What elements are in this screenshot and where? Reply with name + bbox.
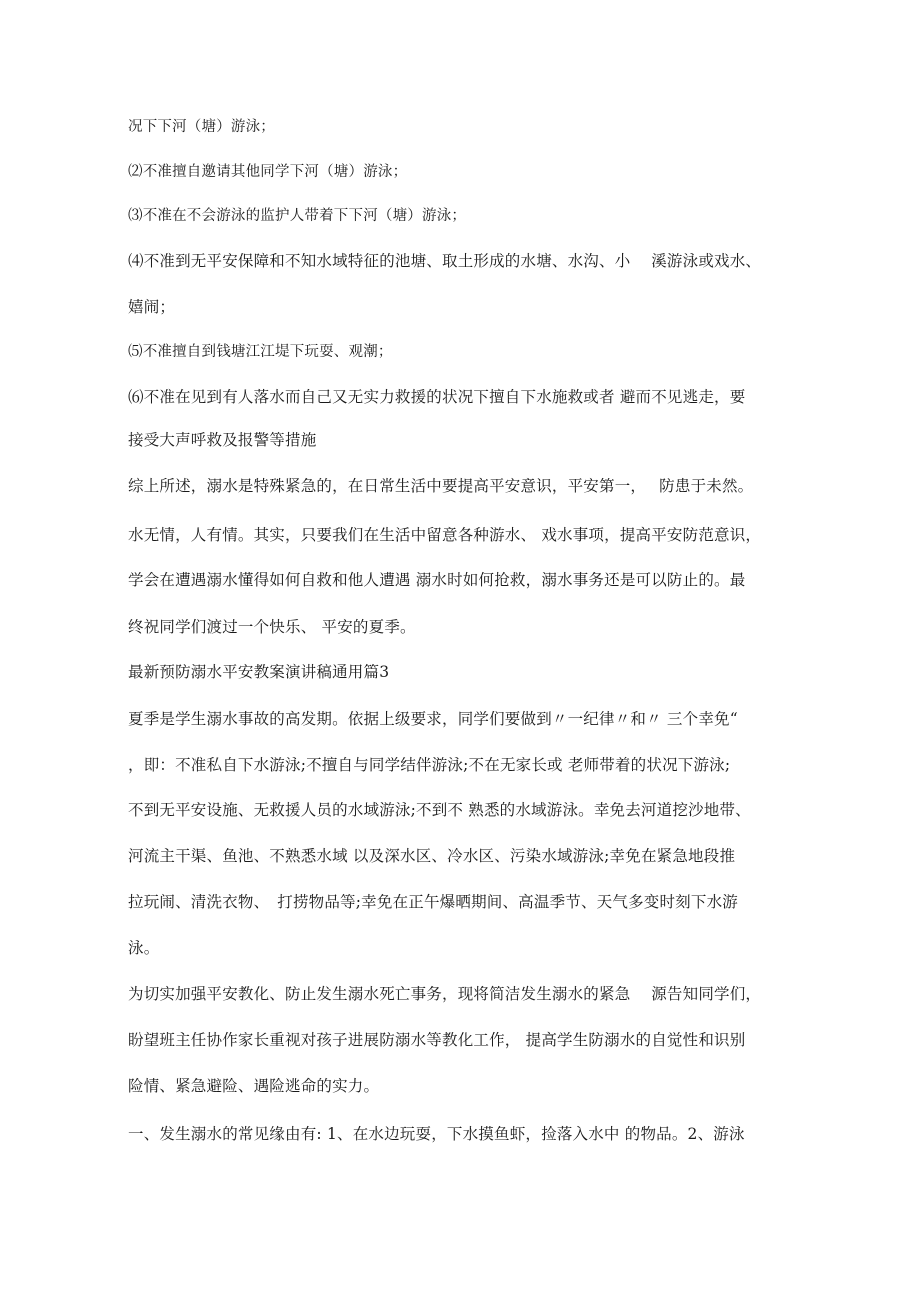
text-line: ⑵不准擅自邀请其他同学下河（塘）游泳； bbox=[128, 164, 408, 180]
text-line: 险情、紧急避险、遇险逃命的实力。 bbox=[128, 1077, 380, 1095]
text-line: 夏季是学生溺水事故的高发期。依据上级要求，同学们要做到〃一纪律〃和〃 三个幸免“ bbox=[128, 710, 738, 728]
text-line: 终祝同学们渡过一个快乐、 平安的夏季。 bbox=[128, 618, 416, 636]
text-line: 拉玩闹、清洗衣物、 打捞物品等;幸免在正午爆晒期间、高温季节、天气多变时刻下水游 bbox=[128, 893, 738, 911]
text-line: 水无情，人有情。其实，只要我们在生活中留意各种游水、 戏水事项，提高平安防范意识， bbox=[128, 526, 762, 544]
text-line: ⑷不准到无平安保障和不知水域特征的池塘、取土形成的水塘、水沟、小 溪游泳或戏水、 bbox=[128, 252, 762, 270]
text-line: 不到无平安设施、无救援人员的水域游泳;不到不 熟悉的水域游泳。幸免去河道挖沙地带、 bbox=[128, 801, 751, 819]
text-line: 为切实加强平安教化、防止发生溺水死亡事务，现将简洁发生溺水的紧急 源告知同学们， bbox=[128, 985, 762, 1003]
text-line: 盼望班主任协作家长重视对孩子进展防溺水等教化工作， 提高学生防溺水的自觉性和识别 bbox=[128, 1031, 746, 1049]
text-line: 况下下河（塘）游泳； bbox=[128, 119, 275, 135]
text-line: ⑹不准在见到有人落水而自己又无实力救援的状况下擅自下水施救或者 避而不见逃走，要 bbox=[128, 388, 746, 406]
text-line: 泳。 bbox=[128, 939, 160, 957]
section-heading: 最新预防溺水平安教案演讲稿通用篇3 bbox=[128, 663, 390, 681]
text-line: ，即：不准私自下水游泳;不擅自与同学结伴游泳;不在无家长或 老师带着的状况下游泳; bbox=[128, 756, 731, 774]
text-line: 综上所述，溺水是特殊紧急的，在日常生活中要提高平安意识，平安第一， 防患于未然。 bbox=[128, 477, 754, 495]
text-line: 学会在遭遇溺水懂得如何自救和他人遭遇 溺水时如何抢救，溺水事务还是可以防止的。最 bbox=[128, 571, 746, 589]
text-line: ⑶不准在不会游泳的监护人带着下下河（塘）游泳； bbox=[128, 208, 467, 224]
text-line: ⑸不准擅自到钱塘江江堤下玩耍、观潮； bbox=[128, 344, 393, 360]
text-line: 河流主干渠、鱼池、不熟悉水域 以及深水区、冷水区、污染水域游泳;幸免在紧急地段推 bbox=[128, 847, 736, 865]
text-line: 嬉闹； bbox=[128, 298, 176, 316]
text-line: 一、发生溺水的常见缘由有: 1、在水边玩耍，下水摸鱼虾，捡落入水中 的物品。2、游泳 bbox=[128, 1125, 745, 1143]
text-line: 接受大声呼救及报警等措施 bbox=[128, 431, 317, 449]
